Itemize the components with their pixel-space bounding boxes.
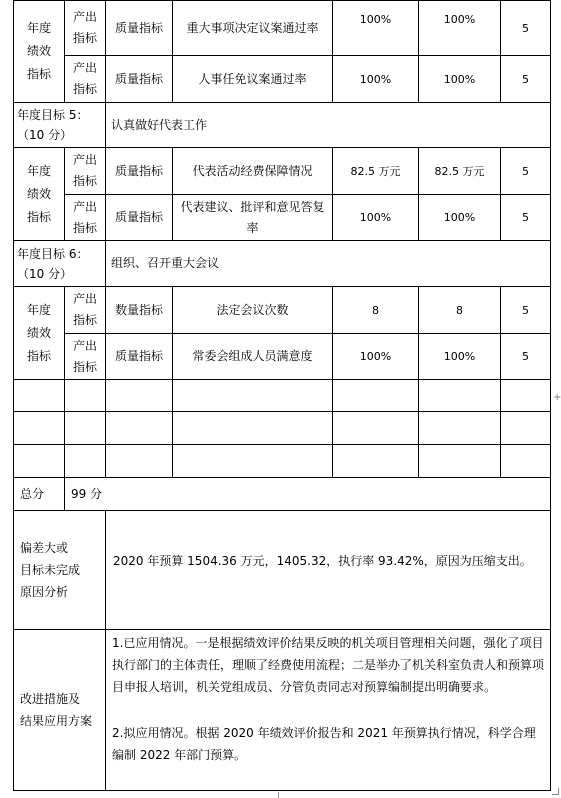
indicator-kind: 质量指标 bbox=[114, 349, 163, 363]
indicator-kind: 质量指标 bbox=[114, 71, 163, 86]
target-value: 100% bbox=[359, 350, 392, 363]
indicator-type: 产出 指标 bbox=[72, 61, 97, 96]
score: 5 bbox=[522, 164, 529, 178]
indicator-kind: 数量指标 bbox=[114, 302, 163, 317]
indicator-type: 产出 指标 bbox=[72, 338, 97, 374]
indicator-type: 产出 指标 bbox=[72, 10, 97, 45]
indicator-group-label: 年度 绩效 指标 bbox=[26, 302, 51, 363]
score: 5 bbox=[522, 72, 529, 86]
annual-goal-5: 年度目标 5： （10 分） bbox=[17, 108, 89, 142]
score: 5 bbox=[522, 211, 529, 224]
indicator-name: 代表活动经费保障情况 bbox=[192, 163, 313, 178]
actual-value: 8 bbox=[456, 303, 463, 317]
page-edge-marker: + bbox=[553, 392, 561, 403]
indicator-kind: 质量指标 bbox=[114, 163, 163, 178]
annual-goal-6-description: 组织、召开重大会议 bbox=[111, 256, 220, 270]
annual-goal-6: 年度目标 6： （10 分） bbox=[17, 246, 89, 281]
page-edge-tick bbox=[278, 792, 279, 798]
indicator-name: 常委会组成人员满意度 bbox=[192, 349, 313, 363]
improvement-label: 改进措施及 结果应用方案 bbox=[20, 692, 93, 728]
indicator-name: 法定会议次数 bbox=[216, 302, 289, 317]
actual-value: 100% bbox=[443, 211, 476, 224]
improvement-applied: 1.已应用情况。一是根据绩效评价结果反映的机关项目管理相关问题，强化了项目执行部门的主体责任，理顺了经费使用流程；二是举办了机关科室负责人和预算项目申报人培训，机关党组成员、分管负责同志对预算编制提出明确要求。 bbox=[112, 636, 545, 694]
indicator-type: 产出 指标 bbox=[72, 199, 97, 235]
score: 5 bbox=[522, 21, 529, 35]
indicator-name: 重大事项决定议案通过率 bbox=[186, 20, 319, 35]
actual-value: 100% bbox=[443, 72, 476, 86]
indicator-name: 人事任免议案通过率 bbox=[198, 71, 307, 86]
target-value: 100% bbox=[359, 13, 392, 26]
actual-value: 82.5 万元 bbox=[434, 164, 485, 178]
indicator-name: 代表建议、批评和意见答复 率 bbox=[180, 199, 325, 235]
deviation-label: 偏差大或 目标未完成 原因分析 bbox=[20, 541, 81, 599]
page-corner-marker bbox=[552, 788, 559, 795]
annual-goal-5-description: 认真做好代表工作 bbox=[111, 117, 208, 132]
target-value: 100% bbox=[359, 211, 392, 224]
indicator-kind: 质量指标 bbox=[114, 20, 163, 35]
target-value: 82.5 万元 bbox=[350, 164, 401, 178]
indicator-kind: 质量指标 bbox=[114, 210, 163, 224]
actual-value: 100% bbox=[443, 350, 476, 363]
indicator-type: 产出 指标 bbox=[72, 153, 97, 188]
score: 5 bbox=[522, 350, 529, 363]
score: 5 bbox=[522, 303, 529, 317]
indicator-group-label: 年度 绩效 指标 bbox=[26, 163, 51, 224]
deviation-analysis: 2020 年预算 1504.36 万元，1405.32，执行率 93.42%，原因为压缩支出。 bbox=[113, 553, 532, 568]
target-value: 100% bbox=[359, 72, 392, 86]
improvement-planned: 2.拟应用情况。根据 2020 年绩效评价报告和 2021 年预算执行情况，科学合理编制 2022 年部门预算。 bbox=[112, 726, 536, 762]
indicator-group-label: 年度 绩效 指标 bbox=[26, 21, 51, 81]
actual-value: 100% bbox=[443, 13, 476, 26]
total-label: 总分 bbox=[20, 486, 45, 501]
indicator-type: 产出 指标 bbox=[72, 292, 97, 327]
total-score: 99 分 bbox=[71, 486, 103, 501]
target-value: 8 bbox=[372, 303, 379, 317]
